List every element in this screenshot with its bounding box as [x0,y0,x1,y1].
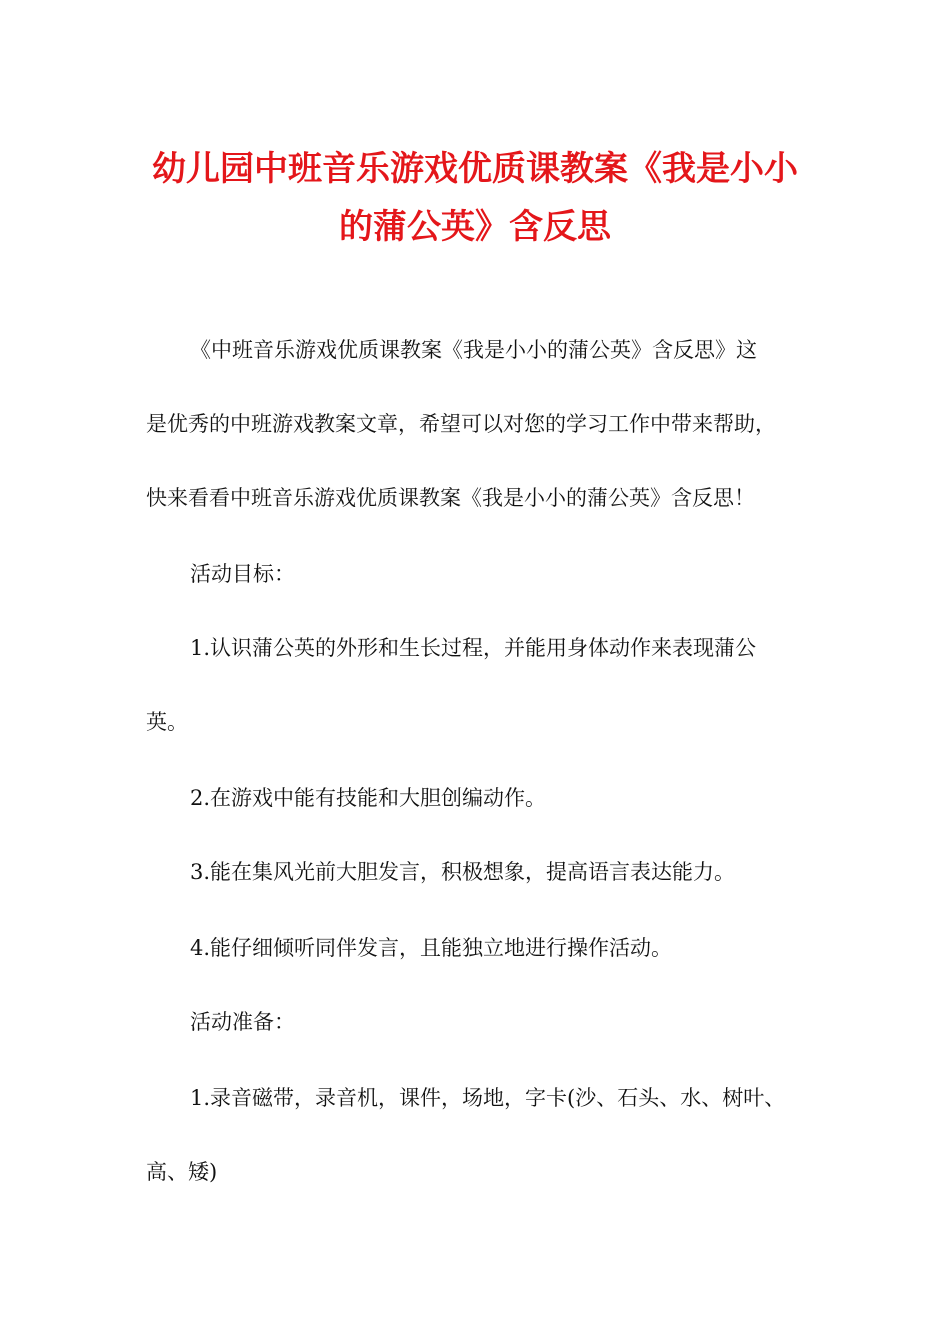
goal-item-4: 4.能仔细倾听同伴发言，且能独立地进行操作活动。 [190,936,673,960]
title-line-1: 幼儿园中班音乐游戏优质课教案《我是小小 [152,149,798,189]
prep-item-1-line-1: 1.录音磁带，录音机，课件，场地，字卡(沙、石头、水、树叶、 [190,1086,786,1110]
intro-line-1: 《中班音乐游戏优质课教案《我是小小的蒲公英》含反思》这 [190,338,757,362]
section-heading-preparation: 活动准备： [190,1010,295,1034]
intro-line-2: 是优秀的中班游戏教案文章，希望可以对您的学习工作中带来帮助， [146,412,776,436]
document-title [100,140,850,256]
goal-item-1-line-1: 1.认识蒲公英的外形和生长过程，并能用身体动作来表现蒲公 [190,636,757,660]
goal-item-2: 2.在游戏中能有技能和大胆创编动作。 [190,786,547,810]
goal-item-3: 3.能在集风光前大胆发言，积极想象，提高语言表达能力。 [190,860,736,884]
intro-line-3: 快来看看中班音乐游戏优质课教案《我是小小的蒲公英》含反思！ [146,486,755,510]
title-line-2: 的蒲公英》含反思 [339,207,611,247]
prep-item-1-line-2: 高、矮) [146,1160,218,1184]
goal-item-1-line-2: 英。 [146,710,188,734]
section-heading-goals: 活动目标： [190,562,295,586]
